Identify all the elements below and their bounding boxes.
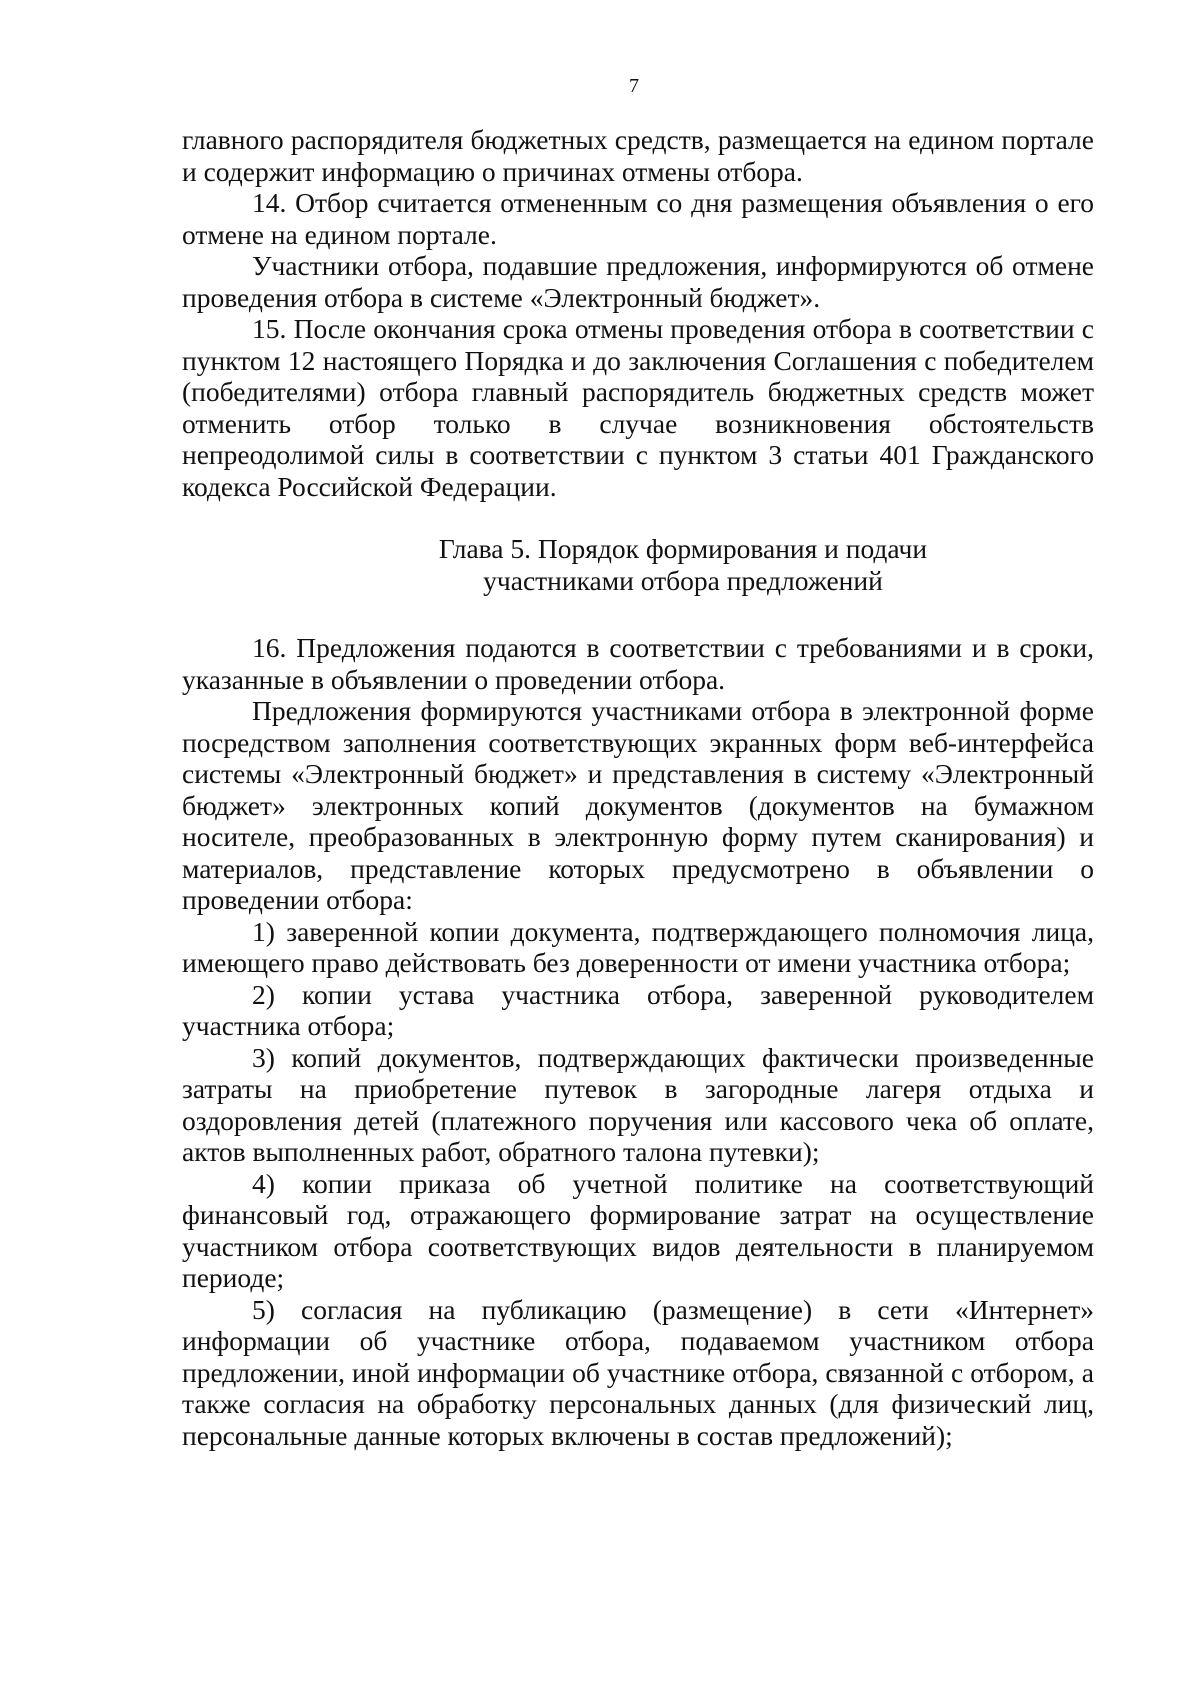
paragraph-item-16: 16. Предложения подаются в соответствии с требованиями и в сроки, указанные в объявлении о проведении отбора.	[182, 632, 1094, 695]
chapter-heading-line-2: участниками отбора предложений	[483, 564, 883, 596]
paragraph-item-14: 14. Отбор считается отмененным со дня размещения объявления о его отмене на едином портале.	[182, 187, 1094, 250]
paragraph-proposals-formation: Предложения формируются участниками отбора в электронной форме посредством заполнения соответствующих экранных форм веб-интерфейса системы «Электронный бюджет» и представления в систему «Электронный бюджет» электронных копий документов (документов на бумажном носителе, преобразованных в электронную форму путем сканирования) и материалов, представление которых предусмотрено в объявлении о проведении отбора:	[182, 695, 1094, 915]
chapter-heading-line-1: Глава 5. Порядок формирования и подачи	[438, 533, 928, 564]
list-item-4: 4) копии приказа об учетной политике на соответствующий финансовый год, отражающего формирование затрат на осуществление участником отбора соответствующих видов деятельности в планируемом периоде;	[182, 1167, 1094, 1293]
list-item-1: 1) заверенной копии документа, подтверждающего полномочия лица, имеющего право действовать без доверенности от имени участника отбора;	[182, 915, 1094, 978]
chapter-heading	[182, 533, 1094, 596]
list-item-5: 5) согласия на публикацию (размещение) в сети «Интернет» информации об участнике отбора, подаваемом участником отбора предложении, иной информации об участнике отбора, связанной с отбором, а также согласия на обработку персональных данных (для физический лиц, персональные данные которых включены в состав предложений);	[182, 1293, 1094, 1451]
paragraph-participants-notice: Участники отбора, подавшие предложения, информируются об отмене проведения отбора в системе «Электронный бюджет».	[182, 250, 1094, 313]
paragraph-continuation: главного распорядителя бюджетных средств, размещается на едином портале и содержит информацию о причинах отмены отбора.	[182, 124, 1094, 187]
list-item-2: 2) копии устава участника отбора, заверенной руководителем участника отбора;	[182, 978, 1094, 1041]
list-item-3: 3) копий документов, подтверждающих фактически произведенные затраты на приобретение путевок в загородные лагеря отдыха и оздоровления детей (платежного поручения или кассового чека об оплате, актов выполненных работ, обратного талона путевки);	[182, 1041, 1094, 1167]
paragraph-item-15: 15. После окончания срока отмены проведения отбора в соответствии с пунктом 12 настоящего Порядка и до заключения Соглашения с победителем (победителями) отбора главный распорядитель бюджетных средств может отменить отбор только в случае возникновения обстоятельств непреодолимой силы в соответствии с пунктом 3 статьи 401 Гражданского кодекса Российской Федерации.	[182, 313, 1094, 502]
page-number: 7	[629, 75, 639, 97]
document-body	[182, 124, 1094, 1451]
